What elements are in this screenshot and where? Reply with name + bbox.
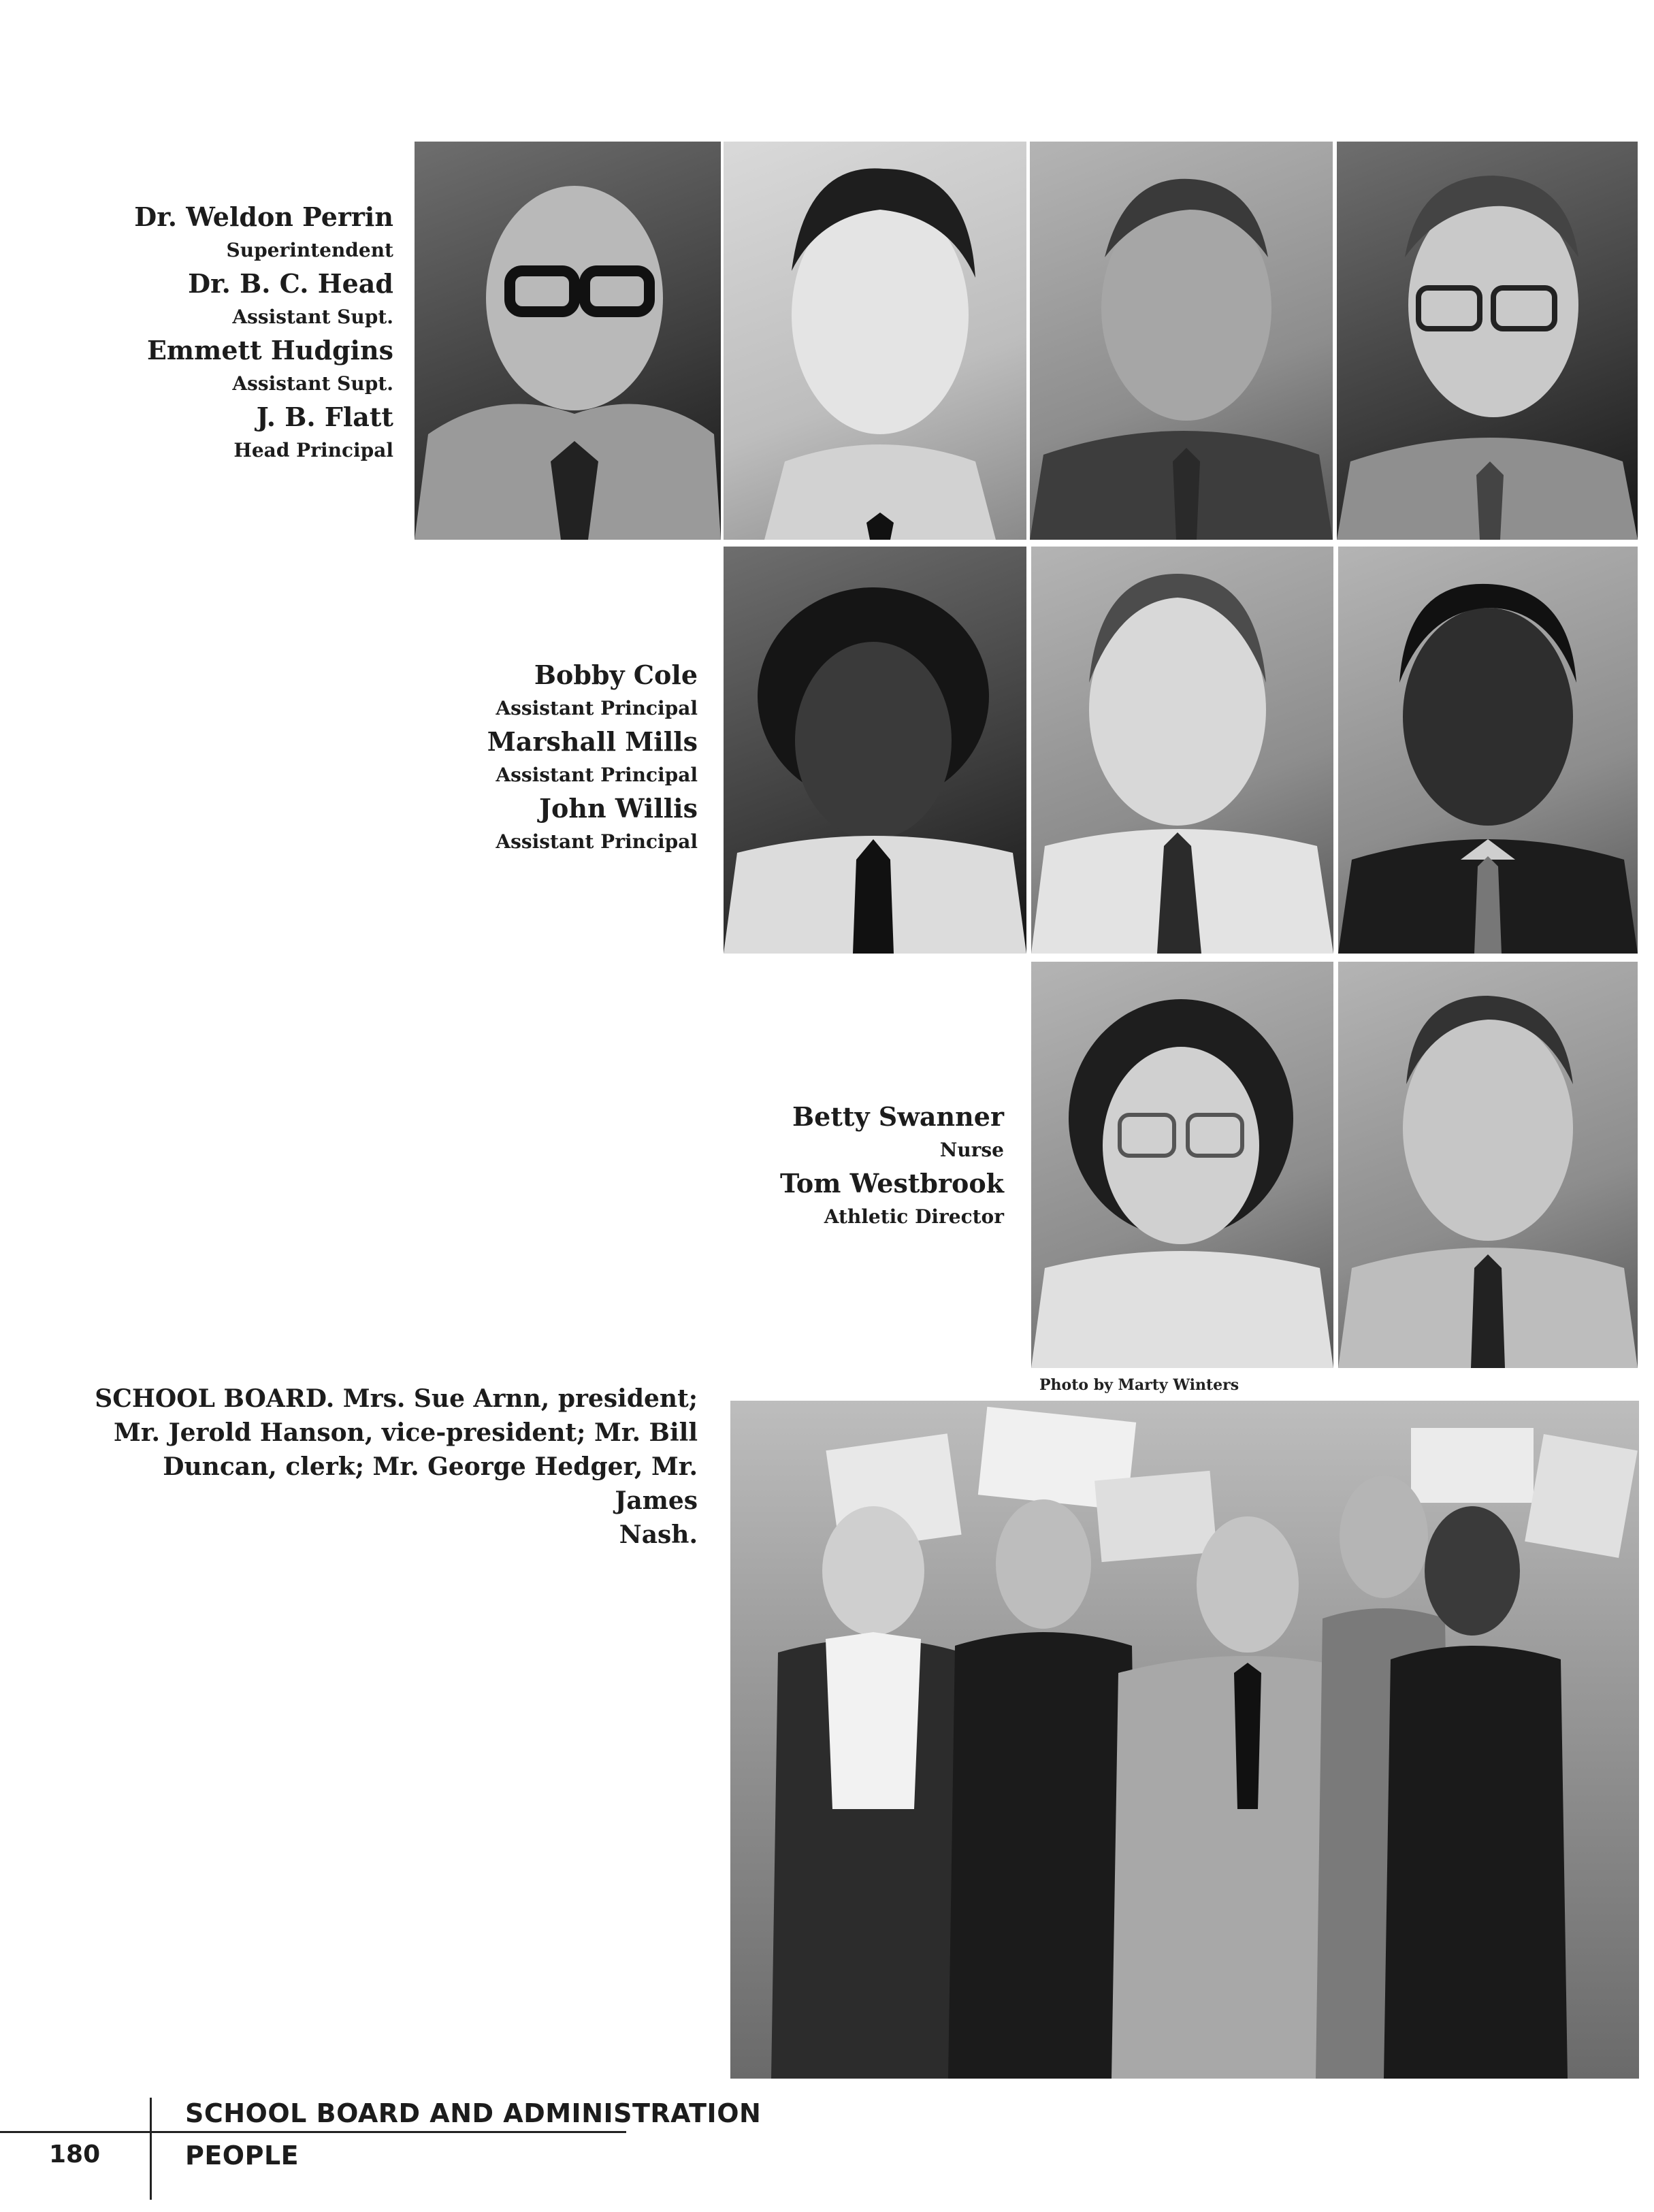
portrait-bobby-cole <box>724 547 1026 954</box>
title-head-principal: Head Principal <box>233 439 393 461</box>
title-assistant-principal: Assistant Principal <box>496 697 698 719</box>
portrait-jb-flatt <box>1337 142 1638 540</box>
section-subtitle: PEOPLE <box>185 2141 299 2170</box>
portrait-emmett-hudgins <box>1030 142 1333 540</box>
caption-administration <box>82 201 393 468</box>
footer-divider-vertical <box>150 2098 152 2200</box>
name-weldon-perrin: Dr. Weldon Perrin <box>134 201 393 232</box>
portrait-weldon-perrin <box>415 142 721 540</box>
title-assistant-supt: Assistant Supt. <box>232 372 393 395</box>
title-assistant-supt: Assistant Supt. <box>232 306 393 328</box>
caption-staff <box>681 1101 1004 1234</box>
photo-credit: Photo by Marty Winters <box>1039 1376 1239 1394</box>
portrait-tom-westbrook <box>1338 962 1638 1368</box>
board-caption-line: SCHOOL BOARD. Mrs. Sue Arnn, president; <box>95 1384 698 1413</box>
portrait-bc-head <box>724 142 1026 540</box>
caption-assistant-principals <box>354 659 698 859</box>
title-assistant-principal: Assistant Principal <box>496 830 698 853</box>
title-athletic-director: Athletic Director <box>824 1205 1004 1228</box>
name-tom-westbrook: Tom Westbrook <box>779 1168 1004 1199</box>
name-marshall-mills: Marshall Mills <box>487 726 698 757</box>
name-jb-flatt: J. B. Flatt <box>256 402 393 432</box>
school-board-caption <box>88 1382 698 1552</box>
portrait-marshall-mills <box>1031 547 1333 954</box>
footer-divider-horizontal <box>0 2131 626 2133</box>
board-caption-line: Duncan, clerk; Mr. George Hedger, Mr. James <box>163 1452 698 1515</box>
school-board-group-photo <box>730 1401 1639 2079</box>
board-caption-line: Nash. <box>619 1520 698 1549</box>
name-betty-swanner: Betty Swanner <box>792 1101 1004 1132</box>
name-john-willis: John Willis <box>539 793 698 824</box>
board-caption-line: Mr. Jerold Hanson, vice-president; Mr. Bill <box>114 1418 698 1447</box>
page-number: 180 <box>49 2141 101 2168</box>
section-title: SCHOOL BOARD AND ADMINISTRATION <box>185 2098 762 2128</box>
name-emmett-hudgins: Emmett Hudgins <box>146 335 393 365</box>
title-superintendent: Superintendent <box>226 239 393 261</box>
portrait-betty-swanner <box>1031 962 1333 1368</box>
name-bc-head: Dr. B. C. Head <box>188 268 393 299</box>
title-nurse: Nurse <box>939 1139 1004 1161</box>
title-assistant-principal: Assistant Principal <box>496 764 698 786</box>
name-bobby-cole: Bobby Cole <box>534 660 698 690</box>
portrait-john-willis <box>1338 547 1638 954</box>
